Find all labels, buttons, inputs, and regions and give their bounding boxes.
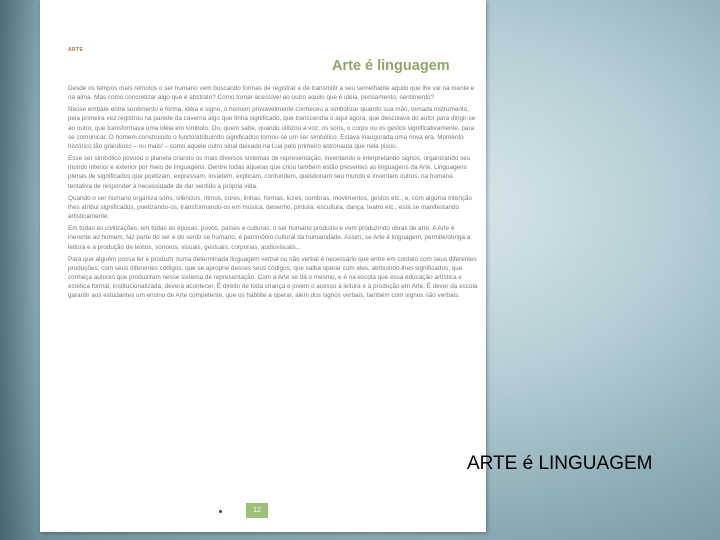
page-body-text (68, 84, 478, 303)
paragraph: Quando o ser humano organiza sons, silêncios, ritmos, cores, linhas, formas, luzes, sombras, movimentos, gestos etc., e, com alguma intenção lhes atribui significados, poetizando-os, transformando-os em música, desenho, pintura, escultura, dança, teatro etc., está se manifestando artisticamente. (68, 194, 473, 221)
paragraph: Em todas as civilizações, em todas as épocas, povos, países e culturas, o ser humano produziu e vem produzindo obras de arte. A Arte é inerente ao homem, faz parte do ser e do sentir se humano, é patrimônio cultural da humanidade. Assim, se Arte é linguagem, permite/obriga a leitura e a produção de textos, sonoros, visuais, gestuais, corporais, audiovisuais... (68, 225, 471, 251)
paragraph: Desde os tempos mais remotos o ser humano vem buscando formas de registrar e de transmitir a seu semelhante aquilo que lhe vai na mente e na alma. Mas como concretizar algo que é abstrato? Como tornar acessível ao outro aquilo que é idéia, pensamento, sentimento? (68, 85, 475, 102)
paragraph: Esse ser simbólico povoou o planeta criando os mais diversos sistemas de representação, inventando e interpretando signos, organizando seu mundo interior e exterior por meio de linguagens. Dentre todas aquelas que criou também estão presentes as linguagens da Arte. Linguagens plenas de significados que poetizam, expressam, invadem, explicam, confundem, questionam seu mundo e inventam outros, na humana tentativa de responder à necessidade de dar sentido à própria vida. (68, 155, 471, 190)
paragraph: Para que alguém possa ler e produzir numa determinada linguagem verbal ou não verbal é necessário que entre em contato com seus diferentes produções, com seus diferentes códigos, que se aproprie desses seus códigos, que saiba operar com eles, atribuindo-lhes significados, que conheça autores que produziram nesse sistema de representação. Com a Arte se dá o mesmo, e é na escola que essa educação artística e estética formal, institucionalizada, deverá acontecer. É direito de toda criança e jovem o acesso à leitura e à produção em Arte. É dever da escola garantir aos estudantes um ensino de Arte competente, que os habilite a operar, além dos signos verbais, também com signos não verbais. (68, 255, 478, 300)
scanned-book-page (40, 0, 486, 532)
page-title: Arte é linguagem (332, 58, 450, 74)
slide-left-shade (0, 0, 40, 540)
footer-dot (219, 510, 222, 513)
paragraph: Nesse embate entre sentimento e forma, idéia e signo, o homem provavelmente conheceu a simbolizar quando sua mão, tomada instrumento, pela primeira vez registrou na parede da caverna algo que tinha significado, que transcendia o aqui agora, que descolava do autor para dirigir-se ao outro, que transformava uma idéia em símbolo. Ou, quem sabe, quando utilizou a voz, os sons, o corpo ou os gestos significativamente, para se comunicar. O homem construindo o fundo/atribuindo significados tornou-se um ser simbólico. Estava inaugurada uma nova era. Momento histórico tão grandioso – ou mais! – como aquele outro sinal deixado na Lua pelo primeiro astronauta que nela pisou. (68, 106, 476, 150)
page-number-badge: 12 (246, 503, 268, 518)
slide-caption: ARTE é LINGUAGEM (467, 453, 653, 474)
section-tag: ARTE (68, 47, 84, 53)
